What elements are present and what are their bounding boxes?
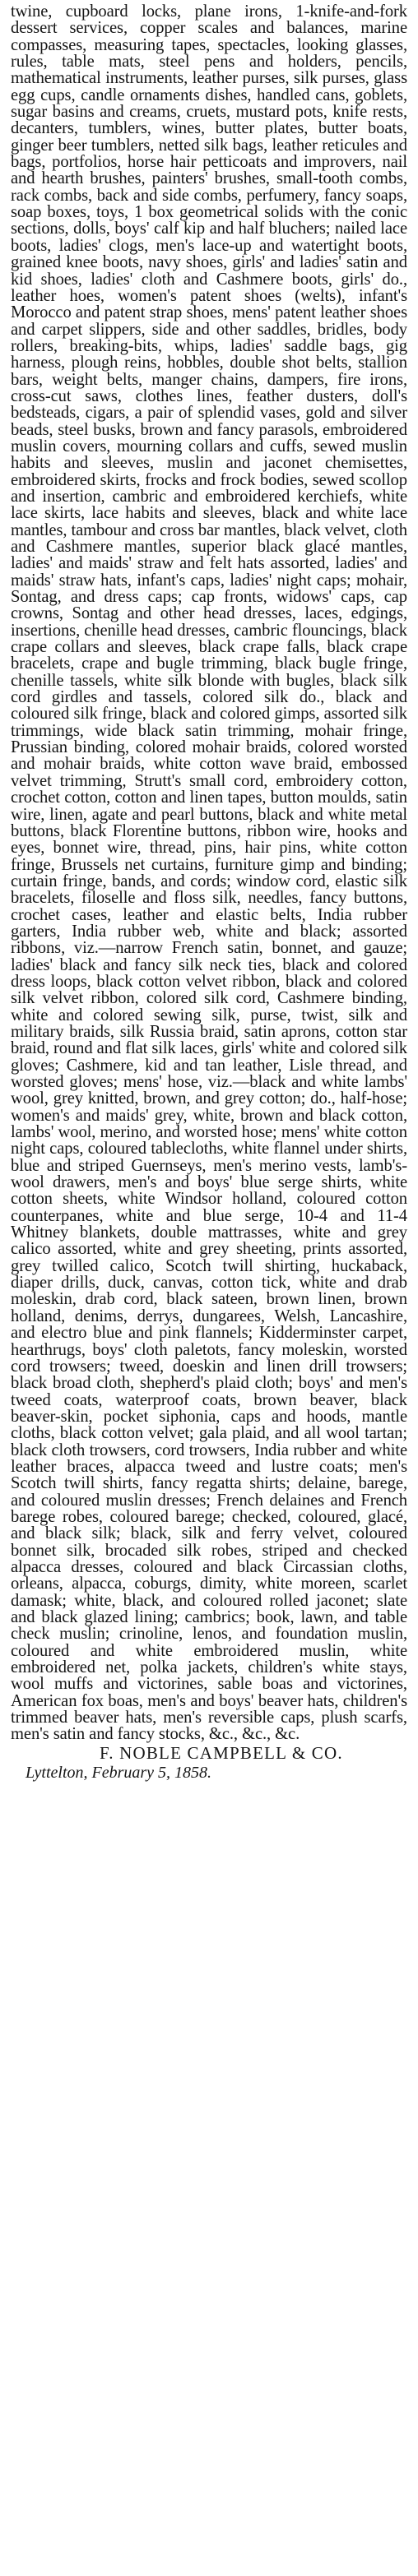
advertisement-column	[11, 3, 407, 1783]
advertisement-dateline: Lyttelton, February 5, 1858.	[26, 1763, 212, 1782]
advertisement-body-text: twine, cupboard locks, plane irons, 1-knife-and-fork dessert services, copper scales and balances, marine compasses, measuring tapes, spectacles, looking glasses, rules, table mats, steel pens and holders, pencils, mathematical instruments, leather purses, silk purses, glass egg cups, candle ornaments dishes, handled cans, goblets, sugar basins and creams, cruets, mustard pots, knife rests, decanters, tumblers, wines, butter plates, butter boats, ginger beer tumblers, netted silk bags, leather reticules and bags, portfolios, horse hair petticoats and improvers, nail and hearth brushes, painters' brushes, small-tooth combs, rack combs, back and side combs, perfumery, fancy soaps, soap boxes, toys, 1 box geometrical solids with the conic sections, dolls, boys' calf kip and half bluchers; nailed lace boots, ladies' clogs, men's lace-up and watertight boots, grained knee boots, navy shoes, girls' and ladies' satin and kid shoes, ladies' cloth and Cashmere boots, girls' do., leather hoes, women's patent shoes (welts), infant's Morocco and patent strap shoes, mens' patent leather shoes and carpet slippers, side and other saddles, bridles, body rollers, breaking-bits, whips, ladies' saddle bags, gig harness, plough reins, hobbles, double shot belts, stallion bars, weight belts, manger chains, dampers, fire irons, cross-cut saws, clothes lines, feather dusters, doll's bedsteads, cigars, a pair of splendid vases, gold and silver beads, steel busks, brown and fancy parasols, embroidered muslin covers, mourning collars and cuffs, sewed muslin habits and sleeves, muslin and jaconet chemisettes, embroidered skirts, frocks and frock bodies, sewed scollop and insertion, cambric and embroidered kerchiefs, white lace skirts, lace habits and sleeves, black and white lace mantles, tambour and cross bar mantles, black velvet, cloth and Cashmere mantles, superior black glacé mantles, ladies' and maids' straw and felt hats assorted, ladies' and maids' straw hats, infant's caps, ladies' night caps; mohair, Sontag, and dress caps; cap fronts, widows' caps, cap crowns, Sontag and other head dresses, laces, edgings, insertions, chenille head dresses, cambric flouncings, black crape collars and sleeves, black crape falls, black crape bracelets, crape and bugle trimming, black bugle fringe, chenille tassels, white silk blonde with bugles, black silk cord girdles and tassels, colored silk do., black and coloured silk fringe, black and colored gimps, assorted silk trimmings, wide black satin trimming, mohair fringe, Prussian binding, colored mohair braids, colored worsted and mohair braids, white cotton wave braid, embossed velvet trimming, Strutt's small cord, embroidery cotton, crochet cotton, cotton and linen tapes, button moulds, satin wire, linen, agate and pearl buttons, black and white metal buttons, black Florentine buttons, ribbon wire, hooks and eyes, bonnet wire, thread, pins, hair pins, white cotton fringe, Brussels net curtains, furniture gimp and binding; curtain fringe, bands, and cords; window cord, elastic silk bracelets, filoselle and floss silk, needles, fancy buttons, crochet cases, leather and elastic belts, India rubber garters, India rubber web, white and black; assorted ribbons, viz.—narrow French satin, bonnet, and gauze; ladies' black and fancy silk neck ties, black and colored dress loops, black cotton velvet ribbon, black and colored silk velvet ribbon, colored silk cord, Cashmere binding, white and colored sewing silk, purse, twist, silk and military braids, silk Russia braid, satin aprons, cotton star braid, round and flat silk laces, girls' white and colored silk gloves; Cashmere, kid and tan leather, Lisle thread, and worsted gloves; mens' hose, viz.—black and white lambs' wool, grey knitted, brown, and grey cotton; do., half-hose; women's and maids' grey, white, brown and black cotton, lambs' wool, merino, and worsted hose; mens' white cotton night caps, coloured tablecloths, white flannel under shirts, blue and striped Guernseys, men's merino vests, lamb's-wool drawers, men's and boys' blue serge shirts, white cotton sheets, white Windsor holland, coloured cotton counterpanes, white and blue serge, 10-4 and 11-4 Whitney blankets, double mattrasses, white and grey calico assorted, white and grey sheeting, prints assorted, grey twilled calico, Scotch twill shirting, huckaback, diaper drills, duck, canvas, cotton tick, white and drab moleskin, drab cord, black sateen, brown linen, brown holland, denims, derrys, dungarees, Welsh, Lancashire, and electro blue and pink flannels; Kidderminster carpet, hearthrugs, boys' cloth paletots, fancy moleskin, worsted cord trowsers; tweed, doeskin and linen drill trowsers; black broad cloth, shepherd's plaid cloth; boys' and men's tweed coats, waterproof coats, brown beaver, black beaver-skin, pocket siphonia, caps and hoods, mantle cloths, black cotton velvet; gala plaid, and all wool tartan; black cloth trowsers, cord trowsers, India rubber and white leather braces, alpacca tweed and lustre coats; men's Scotch twill shirts, fancy regatta shirts; delaine, barege, and coloured muslin dresses; French delaines and French barege robes, coloured barege; checked, coloured, glacé, and black silk; black, silk and ferry velvet, coloured bonnet silk, brocaded silk robes, striped and checked alpacca dresses, coloured and black Circassian cloths, orleans, alpacca, coburgs, dimity, white moreen, scarlet damask; white, black, and coloured rolled jaconet; slate and black glazed lining; cambrics; book, lawn, and table check muslin; crinoline, lenos, and foundation muslin, coloured and white embroidered muslin, white embroidered net, polka jackets, children's white stays, wool muffs and victorines, sable boas and victorines, American fox boas, men's and boys' beaver hats, children's trimmed beaver hats, men's reversible caps, plush scarfs, men's satin and fancy stocks, &c., &c., &c.	[11, 2, 407, 1744]
advertiser-signature: F. NOBLE CAMPBELL & CO.	[100, 1742, 343, 1763]
